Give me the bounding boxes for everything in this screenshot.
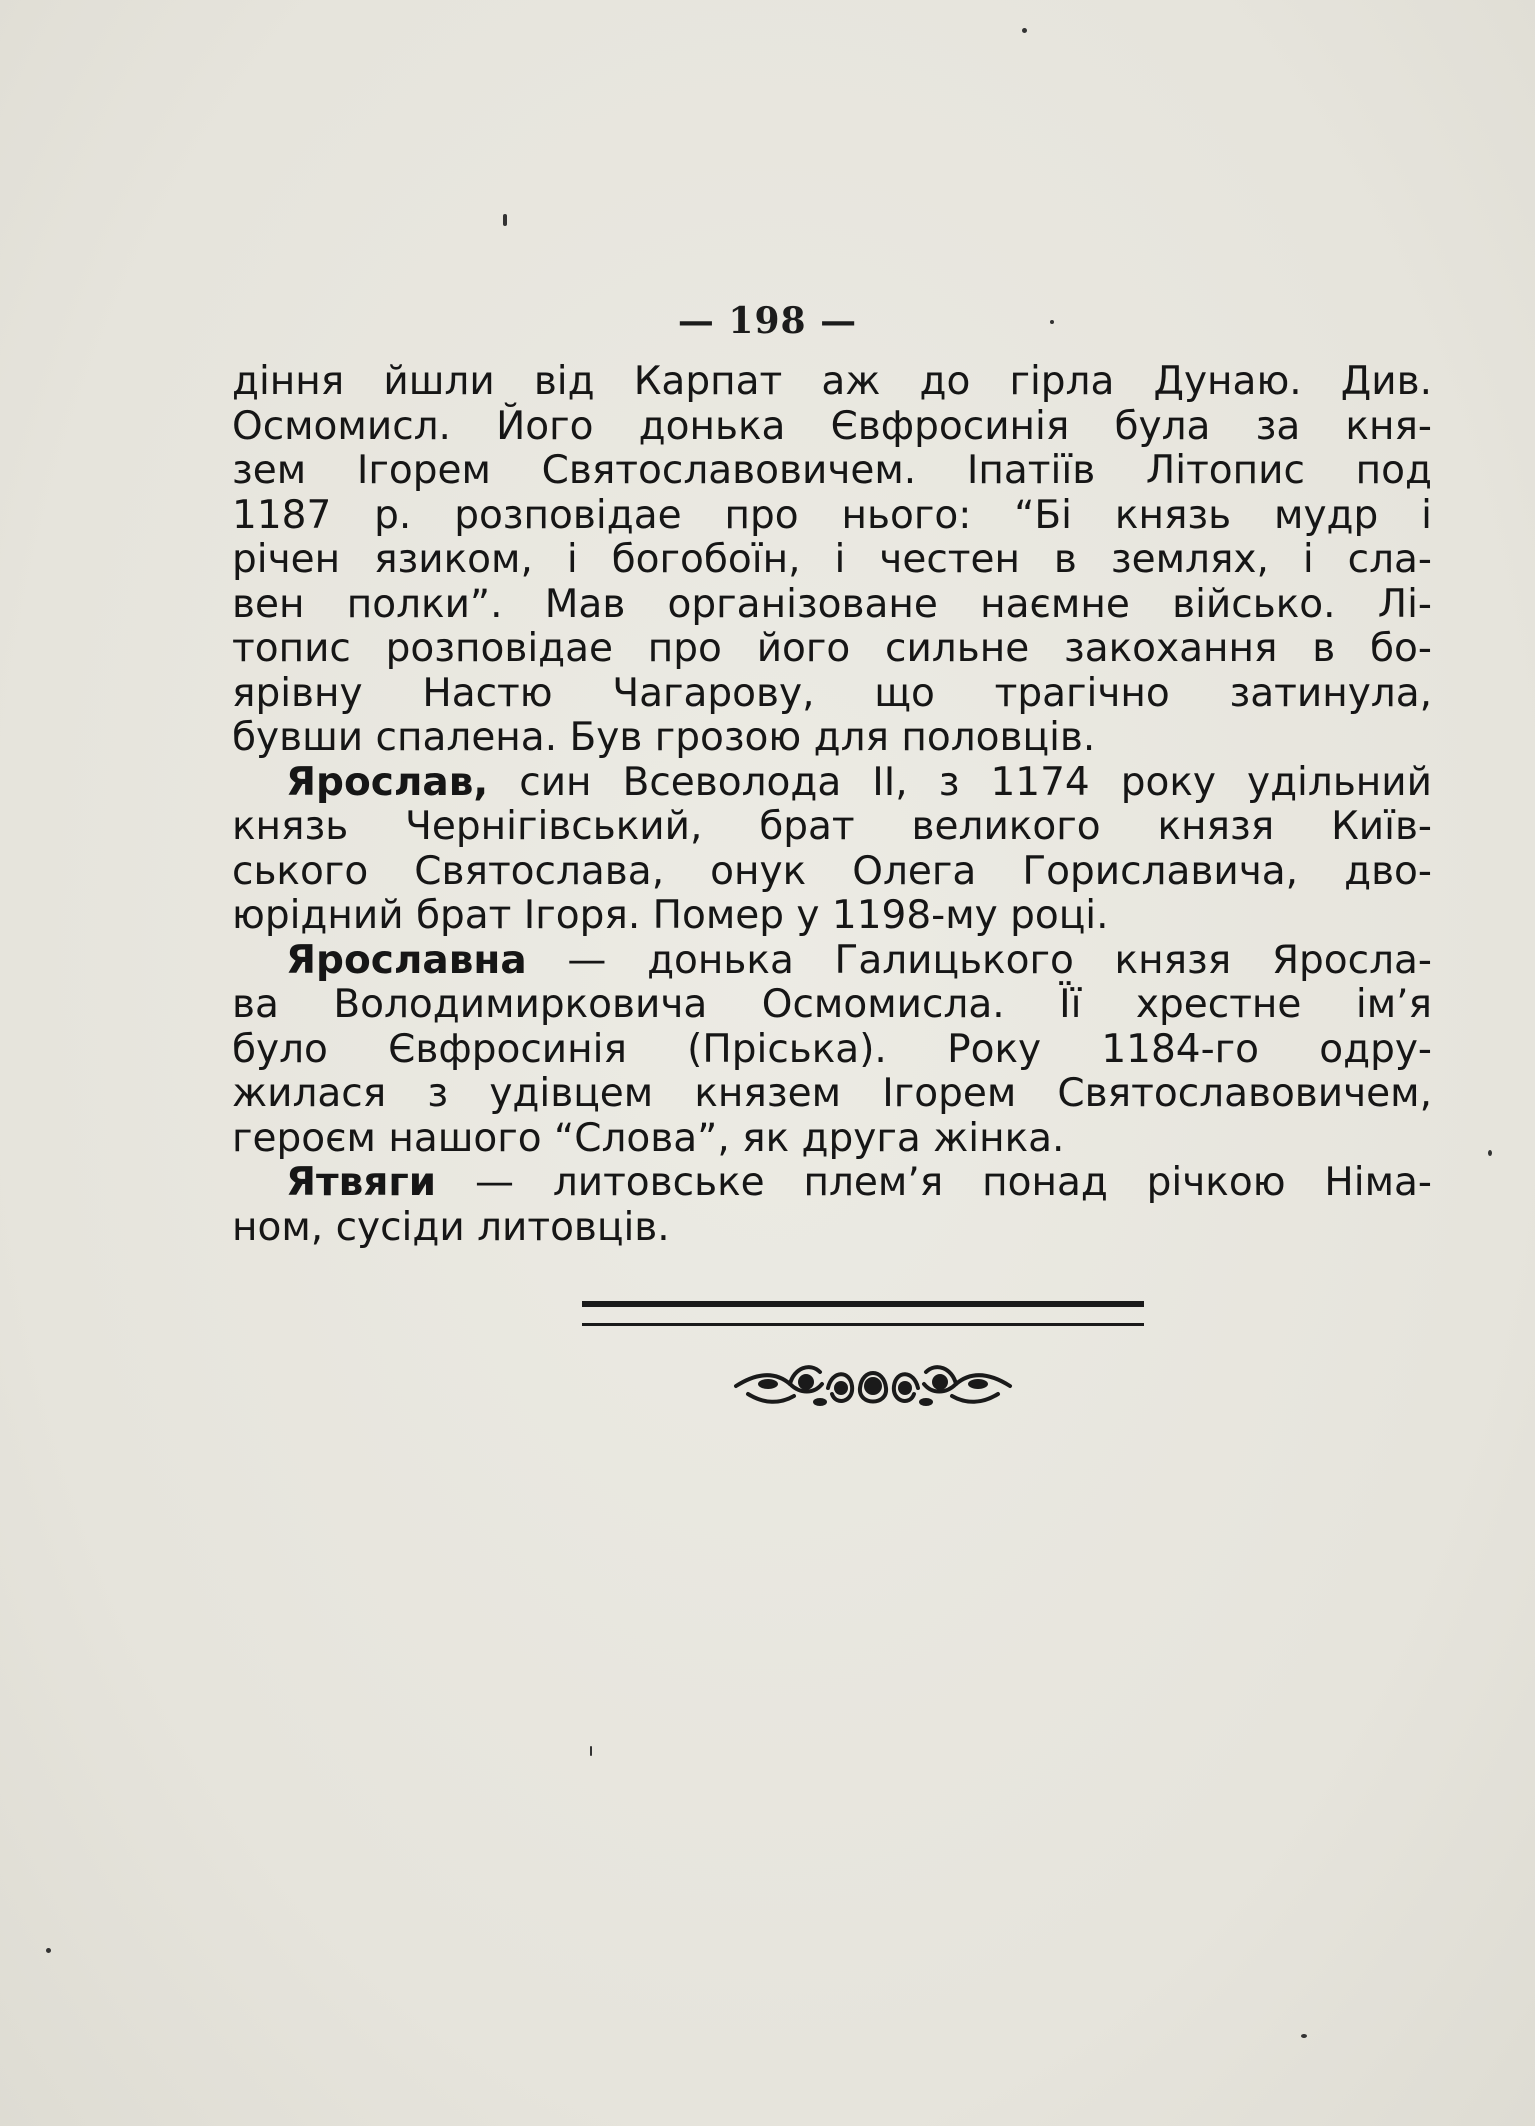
paper-speck (503, 214, 507, 226)
text-line: зем Ігорем Святославовичем. Іпатіїв Літопис под (232, 448, 1432, 493)
paper-speck (1488, 1150, 1492, 1156)
entry-first-line (232, 761, 1432, 806)
paper-speck (590, 1746, 592, 1756)
text-line: річен язиком, і богобоїн, і честен в землях, і сла- (232, 537, 1432, 582)
entry-first-line (232, 1161, 1432, 1206)
page-number: — 198 — (677, 300, 858, 342)
entry-term: Ярославна (286, 937, 527, 983)
text-line: героєм нашого “Слова”, як друга жінка. (232, 1115, 1065, 1161)
paper-speck (1301, 2034, 1307, 2038)
section-divider-thick (582, 1301, 1144, 1307)
entry-text: — литовське плем’я понад річкою Німа- (436, 1160, 1432, 1205)
text-line: ського Святослава, онук Олега Гориславича, дво- (232, 848, 1432, 894)
paper-speck (1022, 28, 1027, 33)
entry-text: син Всеволода II, з 1174 року удільний (488, 759, 1432, 805)
text-line: ва Володимирковича Осмомисла. Її хрестне ім’я (232, 982, 1432, 1027)
floral-vignette-icon (728, 1348, 1018, 1420)
section-divider-thin (582, 1323, 1144, 1326)
entry-first-line (232, 939, 1432, 984)
text-line: 1187 р. розповідае про нього: “Бі князь мудр і (232, 492, 1432, 538)
paper-speck (46, 1948, 51, 1953)
text-line: князь Чернігівський, брат великого князя Київ- (232, 804, 1432, 849)
text-line: діння йшли від Карпат аж до гірла Дунаю. Див. (232, 359, 1432, 404)
text-line: вен полки”. Мав організоване наємне військо. Лі- (232, 581, 1432, 627)
text-line: жилася з удівцем князем Ігорем Святославовичем, (232, 1071, 1432, 1116)
text-line: юрідний брат Ігоря. Помер у 1198-му році. (232, 893, 1109, 938)
text-line: Осмомисл. Його донька Євфросинія була за кня- (232, 403, 1432, 449)
entry-term: Ярослав, (286, 759, 489, 805)
text-line: топис розповідае про його сильне закохання в бо- (232, 626, 1432, 671)
text-line: було Євфросинія (Пріська). Року 1184-го одру- (232, 1026, 1432, 1072)
entry-term: Ятвяги (286, 1160, 437, 1205)
text-line: ном, сусіди литовців. (232, 1204, 670, 1250)
paper-speck (1050, 320, 1054, 324)
glossary-text (232, 360, 1432, 1250)
entry-text: — донька Галицького князя Яросла- (526, 937, 1432, 983)
text-line: бувши спалена. Був грозою для половців. (232, 715, 1096, 760)
text-line: ярівну Настю Чагарову, що трагічно затинула, (232, 670, 1432, 716)
